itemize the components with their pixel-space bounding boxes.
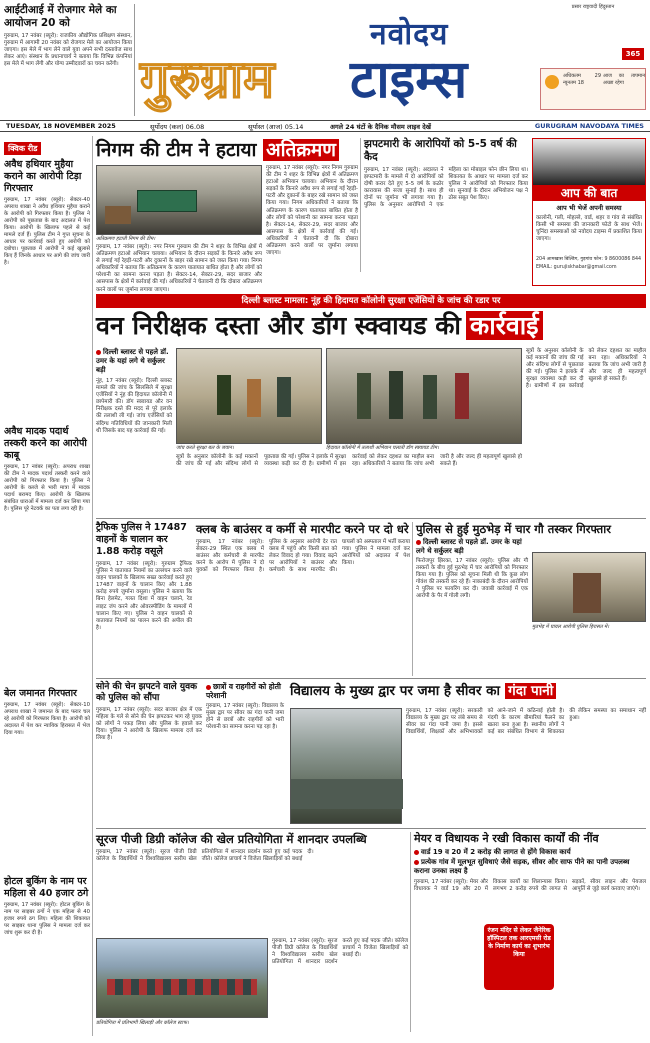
banner-kicker: दिल्ली ब्लास्ट मामला: नूंह की हिदायत कॉलोनी सुरक्षा एजेंसियों के जांच की रडार पर <box>96 294 646 308</box>
dog-squad-photo <box>326 348 522 444</box>
box-email: EMAIL: gurujiskhabar@gmail.com <box>536 265 617 270</box>
sports-photo <box>96 938 268 1018</box>
encounter-caption: मुठभेड़ में घायल आरोपी पुलिस हिरासत में। <box>532 624 610 630</box>
students-headline: छात्रों व राहगीरों को होती परेशानी <box>206 682 281 700</box>
chain-snatch-headline: सोने की चेन झपटने वाले युवक को पुलिस को सौंपा <box>96 682 198 703</box>
brand-city: गुरुग्राम <box>140 50 275 110</box>
box-title: आप की बात <box>533 185 645 201</box>
top-story-headline: निगम की टीम ने हटाया अतिक्रमण <box>96 138 358 162</box>
edition-badge: 365 <box>622 48 644 60</box>
banner-body1: नूंह, 17 नवंबर (ब्यूरो): दिल्ली ब्लास्ट मामले की जांच के सिलसिले में सुरक्षा एजेंसियों ने नूंह की हिदायत कॉलोनी में छापेमारी की। डॉग स्क्वायड और वन निरीक्षक दस्ते की मदद से पूरे इलाके की तलाशी ली गई। जांच एजेंसियों को संदिग्ध गतिविधियों की जानकारी मिली थी जिसके बाद यह कार्रवाई की गई। <box>96 378 172 434</box>
price-note: प्रसार राष्ट्रवादी हिंदुस्तान <box>571 4 615 10</box>
banner-caption2: हिदायत कॉलोनी में तलाशी अभियान चलाती डॉग स्क्वायड टीम। <box>326 445 439 451</box>
left-b1: गुरुग्राम, 17 नवंबर (ब्यूरो): सेक्टर-40 अपराध शाखा ने अवैध हथियार मुहैया कराने के आरोपी को गिरफ्तार किया है। पुलिस ने आरोपी को पूछताछ के बाद अदालत में पेश किया। आरोपी के खिलाफ पहले से कई मामले दर्ज हैं। पुलिस टीम ने गुप्त सूचना के आधार पर कार्रवाई करते हुए आरोपी को दबोचा। पूछताछ में आरोपी ने कई खुलासे किए हैं जिनके आधार पर आगे की जांच जारी है। <box>4 197 90 266</box>
mayor-headline: मेयर व विधायक ने रखी विकास कार्यों की नींव <box>414 832 599 845</box>
banner-headline: वन निरीक्षक दस्ता और डॉग स्क्वायड की कार्रवाई <box>96 310 646 344</box>
school-body: गुरुग्राम, 17 नवंबर (ब्यूरो): सरकारी विद्यालय के मुख्य द्वार पर लंबे समय से सीवर का गंदा पानी जमा है। इससे विद्यार्थियों, शिक्षकों और अभिभावकों को आने-जाने में कठिनाई होती है। गंदगी के कारण बीमारियां फैलने का खतरा बना हुआ है। स्थानीय लोगों ने कई बार संबंधित विभाग से शिकायत की लेकिन समस्या का समाधान नहीं हुआ। <box>406 708 646 736</box>
left-b4: गुरुग्राम, 17 नवंबर (ब्यूरो): होटल बुकिंग के नाम पर साइबर ठगों ने एक महिला से 40 हजार रुपये ठग लिए। महिला की शिकायत पर साइबर थाना पुलिस ने मामला दर्ज कर जांच शुरू कर दी है। <box>4 902 90 936</box>
traffic-story <box>96 522 192 676</box>
second-story <box>364 138 528 272</box>
sports-caption: प्रतियोगिता में प्रतिभागी खिलाड़ी और कॉलेज स्टाफ। <box>96 1020 189 1026</box>
students-story <box>206 682 284 824</box>
second-story-headline: झपटमारी के आरोपियों को 5-5 वर्ष की कैद <box>364 138 517 163</box>
weather-left: अधिकतम 29 न्यूनतम 18 <box>563 73 601 87</box>
sports-body-extra: गुरुग्राम, 17 नवंबर (ब्यूरो): सूरज पीजी डिग्री कॉलेज के विद्यार्थियों ने विश्वविद्यालय स्तरीय खेल प्रतियोगिता में शानदार प्रदर्शन करते हुए कई पदक जीते। कॉलेज प्राचार्य ने विजेता खिलाड़ियों को बधाई दी। <box>272 938 408 966</box>
encroachment-caption: अतिक्रमण हटाती निगम की टीम। <box>96 236 156 242</box>
brief-body: गुरुग्राम, 17 नवंबर (ब्यूरो): राजकीय औद्योगिक प्रशिक्षण संस्थान, गुरुग्राम में आगामी 20 नवंबर को रोजगार मेले का आयोजन किया जाएगा। इस मेले में भाग लेने वाले युवा अपने सभी दस्तावेज साथ लेकर आएं। संस्थान के प्रधानाचार्य ने बताया कि विभिन्न कंपनियां इस मेले में भाग लेंगी और योग्य उम्मीदवारों का चयन करेंगी। <box>4 33 132 68</box>
left-h2: अवैध मादक पदार्थ तस्करी करने का आरोपी काबू <box>4 426 87 461</box>
club-body: गुरुग्राम, 17 नवंबर (ब्यूरो): सेक्टर-29 स्थित एक क्लब में बाउंसर और कर्मचारी से मारपीट करने के आरोप में पुलिस ने दो युवकों को गिरफ्तार किया है। पुलिस के अनुसार आरोपी देर रात क्लब में पहुंचे और किसी बात को लेकर विवाद हो गया। विवाद बढ़ने पर आरोपियों ने बाउंसर और कर्मचारी के साथ मारपीट की। घायलों को अस्पताल में भर्ती कराया गया। पुलिस ने मामला दर्ज कर आरोपियों को अदालत में पेश किया। <box>196 539 411 574</box>
edition-name: GURUGRAM NAVODAYA TIMES <box>534 122 644 130</box>
mayor-body: गुरुग्राम, 17 नवंबर (ब्यूरो): मेयर और विधायक ने वार्ड 19 और 20 में विकास कार्यों का शिलान्यास किया। लगभग 2 करोड़ रुपये की लागत से सड़कों, सीवर लाइन और पेयजल आपूर्ति से जुड़े कार्य करवाए जाएंगे। <box>414 879 646 893</box>
masthead-logo <box>138 0 536 120</box>
weather-box <box>540 68 646 110</box>
aap-ki-baat-box <box>532 138 646 286</box>
weather-right: आज का तापमान अच्छा रहेगा <box>603 73 645 87</box>
encounter-sub: दिल्ली ब्लास्ट से पहले डॉ. उमर के यहां लगे थे सर्कुलर बड़ी <box>416 538 522 555</box>
mayor-sub1: वार्ड 19 व 20 में 2 करोड़ की लागत से होंगे विकास कार्य <box>414 848 646 857</box>
box-body: कालोनी, गली, मोहल्ले, वार्ड, शहर व गांव से संबंधित किसी भी समस्या की जानकारी फोटो के साथ भेजें। चुनिंदा समस्याओं को नवोदय टाइम्स में प्रकाशित किया जाएगा। <box>536 215 642 243</box>
box-subtitle: आप भी भेजें अपनी समस्या <box>556 204 622 212</box>
banner-sub1: दिल्ली ब्लास्ट से पहले डॉ. उमर के यहां लगे थे सर्कुलर बड़ी <box>96 348 169 374</box>
sunrise: सूर्योदय (कल) 06.08 <box>150 123 205 131</box>
banner-left-text <box>96 348 172 516</box>
crowd-illustration <box>533 139 645 185</box>
forest-team-photo <box>176 348 322 444</box>
banner-body2-b: सूत्रों के अनुसार कॉलोनी के कई मकानों की जांच की गई और संदिग्ध लोगों से पूछताछ की गई। पुलिस ने इलाके में सुरक्षा व्यवस्था कड़ी कर दी है। ग्रामीणों में इस कार्रवाई को लेकर दहशत का माहौल बना रहा। अधिकारियों ने बताया कि जांच अभी जारी है और जल्द ही महत्वपूर्ण खुलासे हो सकते हैं। <box>526 348 646 390</box>
brief-headline: आईटीआई में रोजगार मेले का आयोजन 20 को <box>4 4 117 29</box>
sports-headline: सूरज पीजी डिग्री कॉलेज की खेल प्रतियोगिता में शानदार उपलब्धि <box>96 832 367 846</box>
sports-body: गुरुग्राम, 17 नवंबर (ब्यूरो): सूरज पीजी डिग्री कॉलेज के विद्यार्थियों ने विश्वविद्यालय स्तरीय खेल प्रतियोगिता में शानदार प्रदर्शन करते हुए कई पदक जीते। कॉलेज प्राचार्य ने विजेता खिलाड़ियों को बधाई दी। <box>96 849 314 863</box>
masthead-info <box>540 4 646 116</box>
sunset: सूर्यास्त (आज) 05.14 <box>248 123 304 131</box>
traffic-body: गुरुग्राम, 17 नवंबर (ब्यूरो): गुरुग्राम ट्रैफिक पुलिस ने यातायात नियमों का उल्लंघन करने वाले वाहन चालकों के खिलाफ सख्त कार्रवाई करते हुए 17487 वाहनों के चालान किए और 1.88 करोड़ रुपये जुर्माना वसूला। पुलिस ने बताया कि बिना हेलमेट, गलत दिशा में वाहन चलाने, रेड लाइट जंप करने और ओवरस्पीडिंग के मामलों में चालान किए गए। पुलिस ने वाहन चालकों से यातायात नियमों का पालन करने की अपील की है। <box>96 561 192 631</box>
left-b3: गुरुग्राम, 17 नवंबर (ब्यूरो): सेक्टर-10 अपराध शाखा ने जमानत के बाद फरार चल रहे आरोपी को गिरफ्तार किया है। आरोपी को अदालत में पेश कर न्यायिक हिरासत में भेज दिया गया। <box>4 702 90 736</box>
brand-big: टाइम्स <box>350 50 468 110</box>
banner-caption1: जांच करते सुरक्षा बल के जवान। <box>176 445 234 451</box>
top-story-body-b: गुरुग्राम, 17 नवंबर (ब्यूरो): नगर निगम गुरुग्राम की टीम ने शहर के विभिन्न क्षेत्रों में अतिक्रमण हटाओ अभियान चलाया। अभियान के दौरान सड़कों के किनारे अवैध रूप से लगाई गई रेहड़ी-पटरी और दुकानों के बाहर रखे सामान को जब्त किया गया। निगम अधिकारियों ने बताया कि अतिक्रमण के कारण यातायात बाधित होता है और लोगों को परेशानी का सामना करना पड़ता है। सेक्टर-14, सेक्टर-29, सदर बाजार और आसपास के क्षेत्रों में कार्रवाई की गई। अधिकारियों ने चेतावनी दी कि दोबारा अतिक्रमण करने वालों पर जुर्माना लगाया जाएगा। <box>266 165 358 257</box>
encounter-photo <box>532 552 646 622</box>
mayor-callout: रंजन मंदिर से लेकर जैनेरिक हॉस्पिटल तक आरएमसी रोड के निर्माण कार्य का शुभारंभ किया <box>484 924 554 990</box>
encroachment-photo <box>96 165 262 235</box>
quick-read-label: क्विक रीड <box>4 142 41 155</box>
left-h4: होटल बुकिंग के नाम पर महिला से 40 हजार ठगे <box>4 876 89 899</box>
brand-small: नवोदय <box>370 17 449 52</box>
students-body: गुरुग्राम, 17 नवंबर (ब्यूरो): विद्यालय के मुख्य द्वार पर सीवर का गंदा पानी जमा होने से छात्रों और राहगीरों को भारी परेशानी का सामना करना पड़ रहा है। <box>206 703 284 731</box>
encounter-headline: पुलिस से हुई मुठभेड़ में चार गौ तस्कर गिरफ्तार <box>416 522 611 536</box>
box-contact: 204 आमखास बिल्डिंग, गुड़गांव फोन: 9 8600086 844 <box>536 257 642 262</box>
top-left-brief <box>4 4 132 116</box>
school-highlight: गंदा पानी <box>505 683 556 699</box>
tagline: अगले 24 घंटों के दैनिक मौसम लाइव देखें <box>330 123 431 131</box>
top-story-highlight: अतिक्रमण <box>263 139 339 161</box>
chain-snatch-body: गुरुग्राम, 17 नवंबर (ब्यूरो): सदर बाजार क्षेत्र में एक महिला के गले से सोने की चेन झपटकर भाग रहे युवक को लोगों ने पकड़ लिया और पुलिस के हवाले कर दिया। पुलिस ने आरोपी के खिलाफ मामला दर्ज कर लिया है। <box>96 707 202 742</box>
banner-highlight: कार्रवाई <box>466 311 543 340</box>
traffic-headline: ट्रैफिक पुलिस ने 17487 वाहनों के चालान कर 1.88 करोड़ वसूले <box>96 522 187 557</box>
second-story-body: गुरुग्राम, 17 नवंबर (ब्यूरो): अदालत ने झपटमारी के मामले में दो आरोपियों को दोषी करार देते हुए 5-5 वर्ष के कठोर कारावास की सजा सुनाई है। साथ ही दोनों पर जुर्माना भी लगाया गया है। पुलिस के अनुसार आरोपियों ने एक महिला का मोबाइल फोन छीन लिया था। शिकायत के आधार पर मामला दर्ज कर पुलिस ने आरोपियों को गिरफ्तार किया था। सुनवाई के दौरान अभियोजन पक्ष ने ठोस सबूत पेश किए। <box>364 167 528 209</box>
left-h3: बेल जमानत गिरफ्तार <box>4 688 77 699</box>
date-strip <box>0 120 650 132</box>
school-headline: विद्यालय के मुख्य द्वार पर जमा है सीवर का गंदा पानी <box>290 680 646 704</box>
left-h1: अवैध हथियार मुहैया कराने का आरोपी टिड़ा गिरफ्तार <box>4 159 82 194</box>
sewer-water-photo <box>290 708 402 824</box>
mayor-sub2: प्रत्येक गांव में मूलभूत सुविधाएं जैसे सड़क, सीवर और साफ पीने का पानी उपलब्ध कराना उनका लक्ष्य है <box>414 858 630 875</box>
banner-body2-a: सूत्रों के अनुसार कॉलोनी के कई मकानों की जांच की गई और संदिग्ध लोगों से पूछताछ की गई। पुलिस ने इलाके में सुरक्षा व्यवस्था कड़ी कर दी है। ग्रामीणों में इस कार्रवाई को लेकर दहशत का माहौल बना रहा। अधिकारियों ने बताया कि जांच अभी जारी है और जल्द ही महत्वपूर्ण खुलासे हो सकते हैं। <box>176 454 522 468</box>
encounter-body: फिरोजपुर झिरका, 17 नवंबर (ब्यूरो): पुलिस और गौ तस्करों के बीच हुई मुठभेड़ में चार आरोपियों को गिरफ्तार किया गया है। पुलिस को सूचना मिली थी कि कुछ लोग गोवंश की तस्करी कर रहे हैं। नाकाबंदी के दौरान आरोपियों ने पुलिस पर फायरिंग कर दी। जवाबी कार्रवाई में एक आरोपी के पैर में गोली लगी। <box>416 558 528 600</box>
club-story <box>196 522 410 676</box>
sun-icon <box>545 75 559 89</box>
left-b2: गुरुग्राम, 17 नवंबर (ब्यूरो): अपराध शाखा की टीम ने मादक पदार्थ तस्करी करने वाले आरोपी को गिरफ्तार किया है। पुलिस ने आरोपी के कब्जे से भारी मात्रा में मादक पदार्थ बरामद किए। आरोपी के खिलाफ संबंधित धाराओं में मामला दर्ज कर लिया गया है। पुलिस पूरे नेटवर्क का पता लगा रही है। <box>4 464 90 512</box>
chain-snatch-story <box>96 682 202 824</box>
date: TUESDAY, 18 NOVEMBER 2025 <box>6 122 116 130</box>
left-column <box>4 136 90 1036</box>
top-story-body-a: गुरुग्राम, 17 नवंबर (ब्यूरो): नगर निगम गुरुग्राम की टीम ने शहर के विभिन्न क्षेत्रों में अतिक्रमण हटाओ अभियान चलाया। अभियान के दौरान सड़कों के किनारे अवैध रूप से लगाई गई रेहड़ी-पटरी और दुकानों के बाहर रखे सामान को जब्त किया गया। निगम अधिकारियों ने बताया कि अतिक्रमण के कारण यातायात बाधित होता है और लोगों को परेशानी का सामना करना पड़ता है। सेक्टर-14, सेक्टर-29, सदर बाजार और आसपास के क्षेत्रों में कार्रवाई की गई। अधिकारियों ने चेतावनी दी कि दोबारा अतिक्रमण करने वालों पर जुर्माना लगाया जाएगा। <box>96 244 262 293</box>
club-headline: क्लब के बाउंसर व कर्मी से मारपीट करने पर दो धरे <box>196 522 409 536</box>
